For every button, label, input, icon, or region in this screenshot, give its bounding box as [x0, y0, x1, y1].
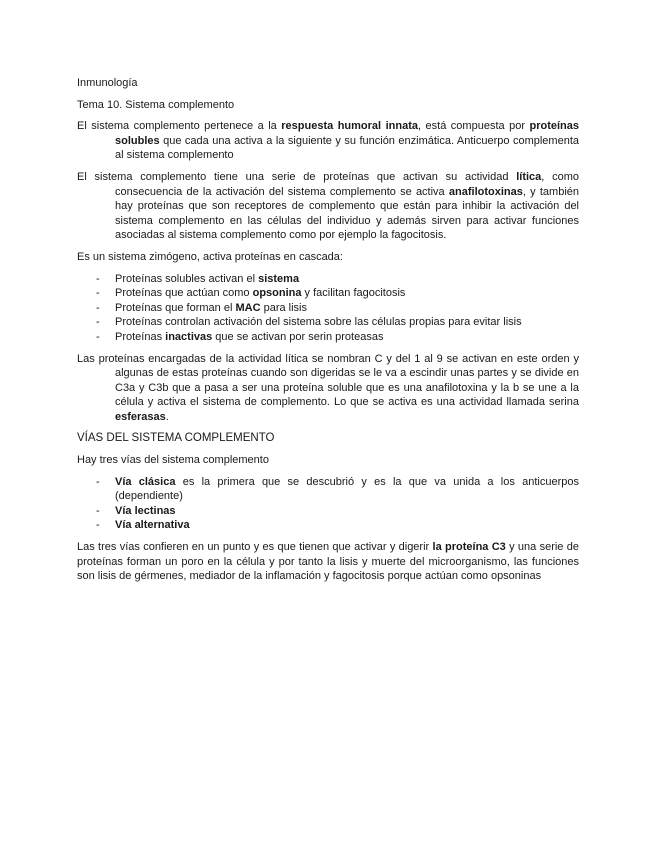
- text-run: Proteínas: [115, 330, 166, 343]
- bullet-dash: -: [96, 287, 100, 300]
- bullet-dash: -: [96, 301, 100, 314]
- bold-term: inactivas: [165, 330, 213, 343]
- text-run: , y también hay proteínas que son receptores de complemento que están para inhibir la activación del sistema complemento en las células del individuo y además sirven para activar funciones asociadas al sistema complemento como por ejemplo la fagocitosis.: [115, 185, 579, 242]
- bold-term: opsonina: [252, 287, 302, 300]
- topic-title: Tema 10. Sistema complemento: [77, 98, 235, 111]
- paragraph-2: [77, 170, 579, 243]
- bullet-dash: -: [96, 519, 100, 532]
- document-body: [77, 76, 579, 591]
- bold-term: esferasas: [115, 410, 166, 423]
- text-run: Proteínas que forman el: [115, 301, 236, 314]
- paragraph-6: [77, 540, 579, 584]
- text-run: Las proteínas encargadas de la actividad lítica se nombran C y del 1 al 9 se activan en este orden y algunas de estas proteínas cuando son digeridas se le va a escindir unas partes y se divide en C3a y C3b que a pasa a ser una proteína soluble que es una anafilotoxina y la b se une a la célula y activa el sistema de complemento. Lo que se activa es una actividad llamada serina: [77, 352, 579, 409]
- list-item: [77, 272, 579, 287]
- bold-term: lítica: [516, 170, 542, 183]
- text-run: El sistema complemento pertenece a la: [77, 120, 282, 133]
- paragraph-1: [77, 119, 579, 163]
- bullet-dash: -: [96, 316, 100, 329]
- text-run: Proteínas controlan activación del sistema sobre las células propias para evitar lisis: [115, 316, 522, 329]
- bullet-dash: -: [96, 330, 100, 343]
- text-run: , está compuesta por: [417, 120, 530, 133]
- list-item: [77, 330, 579, 345]
- list-item: [77, 518, 579, 533]
- text-run: que se activan por serin proteasas: [212, 330, 384, 343]
- text-run: y facilitan fagocitosis: [301, 287, 406, 300]
- text-run: .: [165, 410, 169, 423]
- bold-term: proteínas solubles: [115, 120, 580, 147]
- text-run: Proteínas solubles activan el: [115, 272, 259, 285]
- list-item: [77, 504, 579, 519]
- list-item: [77, 315, 579, 330]
- bold-term: Vía clásica: [115, 475, 176, 488]
- section-heading: VÍAS DEL SISTEMA COMPLEMENTO: [77, 432, 275, 445]
- pathway-list: [77, 475, 579, 533]
- bold-term: la proteína C3: [432, 541, 506, 554]
- paragraph-3: Es un sistema zimógeno, activa proteínas en cascada:: [77, 250, 343, 263]
- bold-term: Vía alternativa: [115, 519, 190, 532]
- paragraph-5: Hay tres vías del sistema complemento: [77, 454, 269, 467]
- subject-title: Inmunología: [77, 77, 138, 89]
- text-run: que cada una activa a la siguiente y su función enzimática. Anticuerpo complementa al sistema complemento: [115, 134, 579, 162]
- bullet-dash: -: [96, 272, 100, 285]
- bold-term: anafilotoxinas: [448, 185, 523, 198]
- text-run: es la primera que se descubrió y es la que va unida a los anticuerpos (dependiente): [115, 475, 579, 503]
- bullet-dash: -: [96, 504, 100, 517]
- bold-term: MAC: [235, 301, 261, 314]
- bold-term: sistema: [258, 272, 300, 285]
- text-run: , como consecuencia de la activación del sistema complemento se activa: [115, 170, 579, 198]
- protein-list: [77, 272, 579, 345]
- list-item: [77, 475, 579, 504]
- list-item: [77, 286, 579, 301]
- bullet-dash: -: [96, 475, 100, 488]
- text-run: Las tres vías confieren en un punto y es que tienen que activar y digerir: [77, 541, 433, 554]
- paragraph-4: [77, 352, 579, 425]
- bold-term: respuesta humoral innata: [281, 120, 418, 133]
- text-run: y una serie de proteínas forman un poro en la célula y por tanto la lisis y muerte del microorganismo, las funciones son lisis de gérmenes, mediador de la inflamación y fagocitosis porque actúan como opsoninas: [77, 541, 579, 583]
- list-item: [77, 301, 579, 316]
- text-run: El sistema complemento tiene una serie de proteínas que activan su actividad: [77, 170, 517, 183]
- text-run: para lisis: [260, 301, 307, 314]
- text-run: Proteínas que actúan como: [115, 287, 253, 300]
- bold-term: Vía lectinas: [115, 504, 176, 517]
